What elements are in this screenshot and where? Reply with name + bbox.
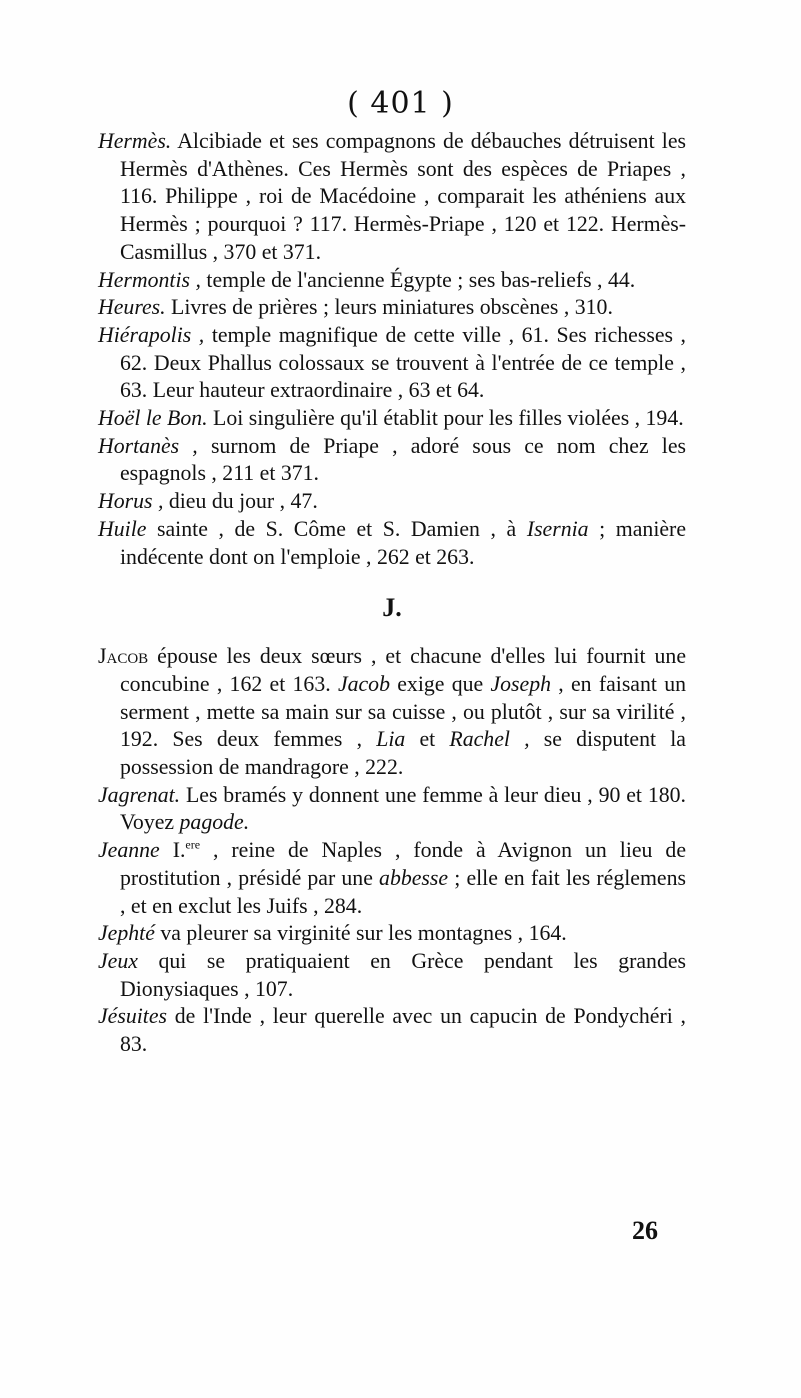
entry-term: Hoël le Bon. [98, 406, 208, 431]
entry-text: ; manière indécente dont on l'emploie , 262 et 263. [120, 516, 686, 569]
index-entries [98, 128, 686, 1059]
entry-reference: abbesse [379, 865, 449, 890]
index-entry-jephte [98, 920, 686, 948]
entry-term: Hermès. [98, 129, 172, 153]
catchword: 26 [632, 1216, 658, 1245]
entry-reference: Lia [376, 727, 406, 752]
index-entry-hermes [98, 128, 686, 267]
entry-reference: Isernia [526, 516, 589, 541]
entry-text: Alcibiade et ses compagnons de débauches détruisent les Hermès d'Athènes. Ces Hermès sont des espèces de Priapes , 116. Philippe , roi de Macédoine , comparait les athéniens aux Hermès ; pourquoi ? 117. Hermès-Priape , 120 et 122. Hermès-Casmillus , 370 et 371. [120, 129, 686, 264]
entry-text: temple de l'ancienne Égypte ; ses bas-reliefs , 44. [200, 267, 636, 292]
entry-reference: Rachel , [449, 727, 530, 752]
section-letter-heading: J. [382, 593, 402, 623]
page-number: ( 401 ) [347, 86, 454, 121]
index-entry-jacob [98, 643, 686, 782]
index-entry-hermontis [98, 267, 686, 295]
entry-term: Huile [98, 516, 147, 541]
entry-reference: pagode. [179, 810, 250, 835]
entry-text: qui se pratiquaient en Grèce pendant les grandes Dionysiaques , 107. [120, 948, 686, 1001]
index-entry-heures [98, 294, 686, 322]
entry-text: temple magnifique de cette ville , 61. Ses richesses , 62. Deux Phallus colossaux se trouvent à l'entrée de ce temple , 63. Leur hauteur extraordinaire , 63 et 64. [120, 322, 686, 403]
entry-text: se disputent la possession de mandragore , 222. [120, 727, 686, 780]
entry-term: Jésuites [98, 1004, 167, 1029]
entry-numeral: I. [159, 838, 186, 863]
index-entry-hierapolis [98, 322, 686, 405]
entry-text: de l'Inde , leur querelle avec un capucin de Pondychéri , 83. [120, 1004, 686, 1057]
entry-reference: Joseph [490, 671, 551, 696]
entry-term: Jagrenat. [98, 782, 181, 807]
entry-term: Jacob [98, 644, 149, 669]
index-entry-jeux [98, 948, 686, 1003]
entry-text: , reine de Naples , fonde à Avignon un lieu de prostitution , présidé par une [120, 838, 686, 890]
entry-reference: Jacob [337, 671, 390, 696]
entry-text: épouse les deux sœurs , et chacune d'elles lui fournit une concubine , 162 et 163. [120, 644, 686, 696]
entry-term: Jeux [98, 948, 138, 973]
index-entry-hortanes [98, 433, 686, 488]
index-entry-jagrenat [98, 782, 686, 837]
entry-text: va pleurer sa virginité sur les montagnes , 164. [154, 921, 567, 946]
entry-text: , en faisant un serment , mette sa main sur sa cuisse , ou plutôt , sur sa virilité , 192. Ses deux femmes , [120, 671, 686, 752]
entry-text: dieu du jour , 47. [163, 489, 318, 514]
entry-text: et [405, 727, 450, 752]
entry-text: surnom de Priape , adoré sous ce nom chez les espagnols , 211 et 371. [120, 433, 687, 486]
entry-term: Hortanès , [98, 433, 198, 458]
index-entry-horus [98, 488, 686, 516]
entry-term: Jeanne [98, 838, 160, 863]
entry-term: Heures. [98, 295, 166, 320]
entry-term: Hermontis , [98, 267, 201, 292]
entry-text: sainte , de S. Côme et S. Damien , à [146, 516, 527, 541]
entry-text: Livres de prières ; leurs miniatures obscènes , 310. [165, 295, 613, 320]
index-entry-jesuites [98, 1003, 686, 1058]
entry-superscript: ere [185, 837, 201, 852]
entry-term: Horus , [98, 489, 164, 514]
entry-text: Les bramés y donnent une femme à leur dieu , 90 et 180. Voyez [120, 782, 686, 835]
entry-text: exige que [389, 671, 491, 696]
entry-term: Jephté [98, 921, 155, 946]
entry-text: ; elle en fait les réglemens , et en exclut les Juifs , 284. [120, 865, 686, 918]
entry-text: Loi singulière qu'il établit pour les filles violées , 194. [207, 406, 684, 431]
index-entry-hoel-le-bon [98, 405, 686, 433]
index-entry-jeanne [98, 837, 686, 920]
entry-term: Hiérapolis , [98, 322, 205, 347]
index-entry-huile [98, 516, 686, 571]
